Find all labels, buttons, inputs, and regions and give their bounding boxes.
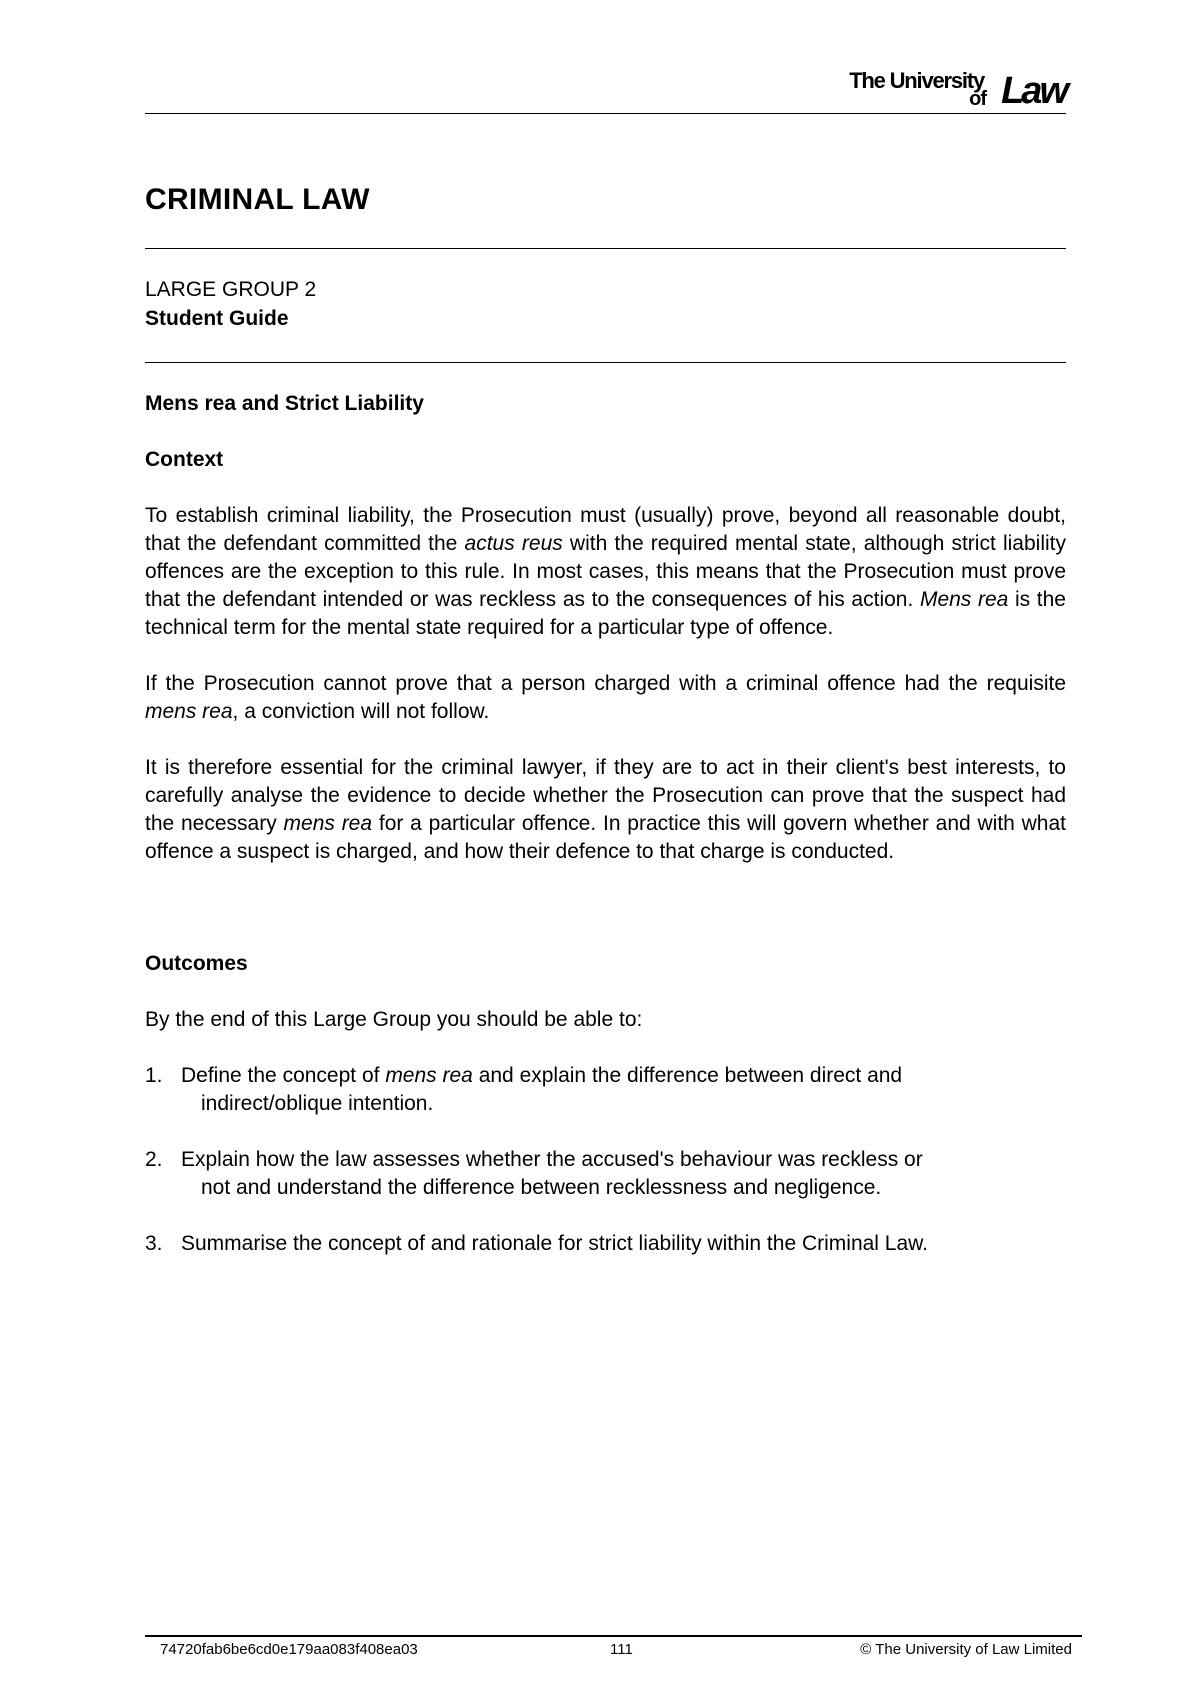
document-title: CRIMINAL LAW bbox=[145, 183, 370, 216]
list-item bbox=[145, 1146, 1066, 1202]
logo-line-2: of bbox=[969, 88, 986, 110]
text-run: is the technical term for the mental state required for a particular type of offence. bbox=[145, 588, 1066, 639]
list-text bbox=[181, 1062, 1066, 1118]
context-heading: Context bbox=[145, 448, 224, 471]
text-run: and explain the difference between direct and bbox=[472, 1064, 903, 1087]
list-text bbox=[181, 1230, 1066, 1258]
outcomes-intro: By the end of this Large Group you should be able to: bbox=[145, 1008, 643, 1031]
logo-line-3: Law bbox=[1001, 70, 1066, 112]
context-paragraph-1 bbox=[145, 502, 1066, 642]
list-line-continued: indirect/oblique intention. bbox=[201, 1092, 434, 1115]
list-line: Summarise the concept of and rationale for strict liability within the Criminal Law. bbox=[181, 1232, 928, 1255]
outcomes-heading: Outcomes bbox=[145, 952, 248, 975]
italic-term: actus reus bbox=[464, 532, 563, 555]
list-line: Explain how the law assesses whether the accused's behaviour was reckless or bbox=[181, 1148, 923, 1171]
section-title: Mens rea and Strict Liability bbox=[145, 392, 424, 415]
list-line bbox=[181, 1062, 1066, 1090]
main-content bbox=[145, 390, 1066, 1286]
logo-line-1: The University bbox=[849, 68, 984, 93]
list-text bbox=[181, 1146, 1066, 1202]
student-guide-label: Student Guide bbox=[145, 307, 289, 330]
italic-term: mens rea bbox=[385, 1064, 473, 1087]
text-run: It is therefore essential for the criminal lawyer, if they are to act in their client's best interests, to carefully analyse the evidence to decide whether the Prosecution can prove that the suspect had the necessary bbox=[145, 756, 1066, 835]
text-run: Define the concept of bbox=[181, 1064, 386, 1087]
header-divider bbox=[145, 113, 1066, 114]
text-run: with the required mental state, although strict liability offences are the exception to this rule. In most cases, this means that the Prosecution must prove that the defendant intended or was reckless as to the consequences of his action. bbox=[145, 532, 1066, 611]
list-number: 2. bbox=[145, 1148, 163, 1171]
title-divider bbox=[145, 248, 1066, 249]
footer-divider bbox=[145, 1635, 1082, 1637]
italic-term: mens rea bbox=[283, 812, 373, 835]
text-run: To establish criminal liability, the Prosecution must (usually) prove, beyond all reasonable doubt, that the defendant committed the bbox=[145, 504, 1066, 555]
large-group-label: LARGE GROUP 2 bbox=[145, 278, 317, 301]
list-line-continued: not and understand the difference between recklessness and negligence. bbox=[201, 1176, 882, 1199]
context-paragraph-3 bbox=[145, 754, 1066, 866]
university-logo bbox=[846, 64, 1066, 114]
footer-doc-id: 74720fab6be6cd0e179aa083f408ea03 bbox=[160, 1641, 418, 1658]
text-run: , a conviction will not follow. bbox=[232, 700, 490, 723]
footer-page-number: 111 bbox=[610, 1641, 633, 1658]
text-run: for a particular offence. In practice this will govern whether and with what offence a suspect is charged, and how their defence to that charge is conducted. bbox=[145, 812, 1066, 863]
footer-copyright: © The University of Law Limited bbox=[860, 1641, 1072, 1658]
italic-term: Mens rea bbox=[919, 588, 1009, 611]
subtitle-divider bbox=[145, 362, 1066, 363]
outcomes-list bbox=[145, 1062, 1066, 1258]
list-number: 3. bbox=[145, 1232, 163, 1255]
text-run: If the Prosecution cannot prove that a person charged with a criminal offence had the requisite bbox=[145, 672, 1066, 695]
spacer bbox=[145, 894, 1066, 950]
list-item bbox=[145, 1230, 1066, 1258]
context-paragraph-2 bbox=[145, 670, 1066, 726]
italic-term: mens rea bbox=[145, 700, 233, 723]
list-number: 1. bbox=[145, 1064, 163, 1087]
list-item bbox=[145, 1062, 1066, 1118]
